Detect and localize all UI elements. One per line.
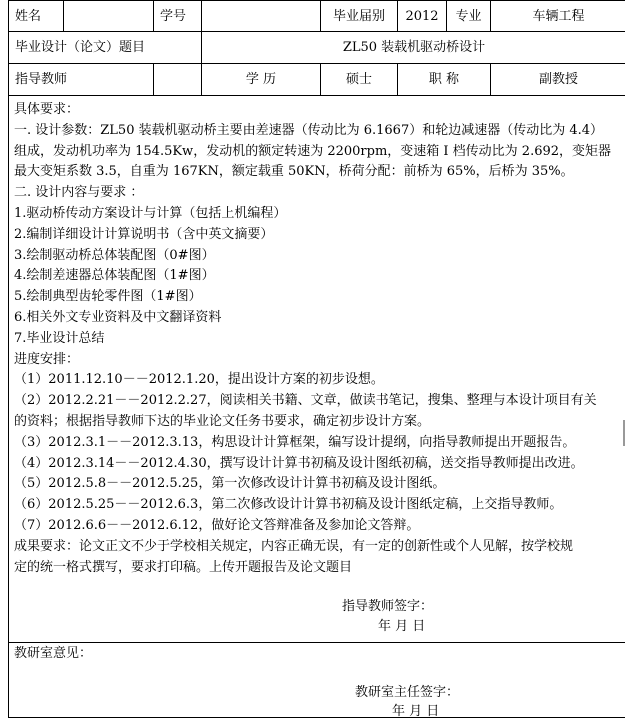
name-label: 姓名	[9, 1, 64, 32]
office-row	[9, 643, 625, 718]
requirement-line: （7）2012.6.6－－2012.6.12，做好论文答辩准备及参加论文答辩。	[14, 516, 622, 537]
name-value	[64, 1, 154, 32]
requirement-line: （1）2011.12.10－－2012.1.20，提出设计方案的初步设想。	[14, 370, 622, 391]
student-id-label: 学号	[154, 1, 202, 32]
office-opinion-label: 教研室意见：	[14, 647, 621, 660]
requirement-line: 5.绘制典型齿轮零件图（1#图）	[14, 287, 622, 308]
requirement-line: 的资料；根据指导教师下达的毕业论文任务书要求，确定初步设计方案。	[14, 412, 622, 433]
requirement-line: 组成，发动机功率为 154.5Kw，发动机的额定转速为 2200rpm，变速箱 I 档传动比为 2.692，变矩器	[14, 142, 622, 163]
requirement-line: （5）2012.5.8－－2012.5.25，第一次修改设计计算书初稿及设计图纸。	[14, 474, 622, 495]
advisor-row	[9, 64, 625, 96]
office-director-signature-date: 年 月 日	[392, 700, 439, 719]
advisor-signature-label: 指导教师签字：	[342, 595, 433, 614]
title-value: 副教授	[491, 64, 625, 96]
requirement-line: 6.相关外文专业资料及中文翻译资料	[14, 308, 622, 329]
office-opinion-cell	[9, 643, 625, 718]
requirements-cell	[9, 96, 625, 643]
requirement-line: 2.编制详细设计计算说明书（含中英文摘要）	[14, 225, 622, 246]
requirement-line: （2）2012.2.21－－2012.2.27，阅读相关书籍、文章，做读书笔记，搜集、整理与本设计项目有关	[14, 391, 622, 412]
requirement-line: 定的统一格式撰写，要求打印稿。上传开题报告及论文题目	[14, 558, 622, 579]
topic-row	[9, 32, 625, 64]
requirement-line: 成果要求：论文正文不少于学校相关规定，内容正确无误，有一定的创新性或个人见解，按学校规	[14, 537, 622, 558]
student-info-row	[9, 1, 625, 32]
graduation-class-label: 毕业届别	[321, 1, 398, 32]
requirement-line: 一. 设计参数：ZL50 装载机驱动桥主要由差速器（传动比为 6.1667）和轮边减速器（传动比为 4.4）	[14, 121, 622, 142]
graduation-class-value: 2012	[398, 1, 447, 32]
requirement-line: （4）2012.3.14－－2012.4.30，撰写设计计算书初稿及设计图纸初稿，送交指导教师提出改进。	[14, 454, 622, 475]
title-label: 职 称	[398, 64, 491, 96]
office-director-signature-label: 教研室主任签字：	[355, 681, 459, 700]
education-value: 硕士	[321, 64, 398, 96]
advisor-label: 指导教师	[9, 64, 154, 96]
requirement-line: （6）2012.5.25－－2012.6.3，第二次修改设计计算书初稿及设计图纸定稿，上交指导教师。	[14, 495, 622, 516]
requirement-line: 最大变矩系数 3.5，自重为 167KN，额定载重 50KN，桥荷分配：前桥为 65%，后桥为 35%。	[14, 162, 622, 183]
advisor-signature-date: 年 月 日	[378, 615, 425, 634]
topic-label: 毕业设计（论文）题目	[9, 32, 202, 64]
requirement-line: 7.毕业设计总结	[14, 329, 622, 350]
topic-value: ZL50 装载机驱动桥设计	[202, 32, 625, 64]
requirement-line: 进度安排：	[14, 350, 622, 371]
advisor-value	[154, 64, 202, 96]
requirement-line: 3.绘制驱动桥总体装配图（0#图）	[14, 246, 622, 267]
requirements-text	[14, 100, 622, 578]
task-form-table	[8, 0, 625, 718]
requirement-line: 具体要求：	[14, 100, 622, 121]
major-value: 车辆工程	[491, 1, 625, 32]
requirement-line: 1.驱动桥传动方案设计与计算（包括上机编程）	[14, 204, 622, 225]
student-id-value	[202, 1, 321, 32]
major-label: 专业	[447, 1, 491, 32]
requirements-row	[9, 96, 625, 643]
education-label: 学 历	[202, 64, 321, 96]
requirement-line: 二. 设计内容与要求 ：	[14, 183, 622, 204]
requirement-line: （3）2012.3.1－－2012.3.13，构思设计计算框架，编写设计提纲，向指导教师提出开题报告。	[14, 433, 622, 454]
requirement-line: 4.绘制差速器总体装配图（1#图）	[14, 266, 622, 287]
